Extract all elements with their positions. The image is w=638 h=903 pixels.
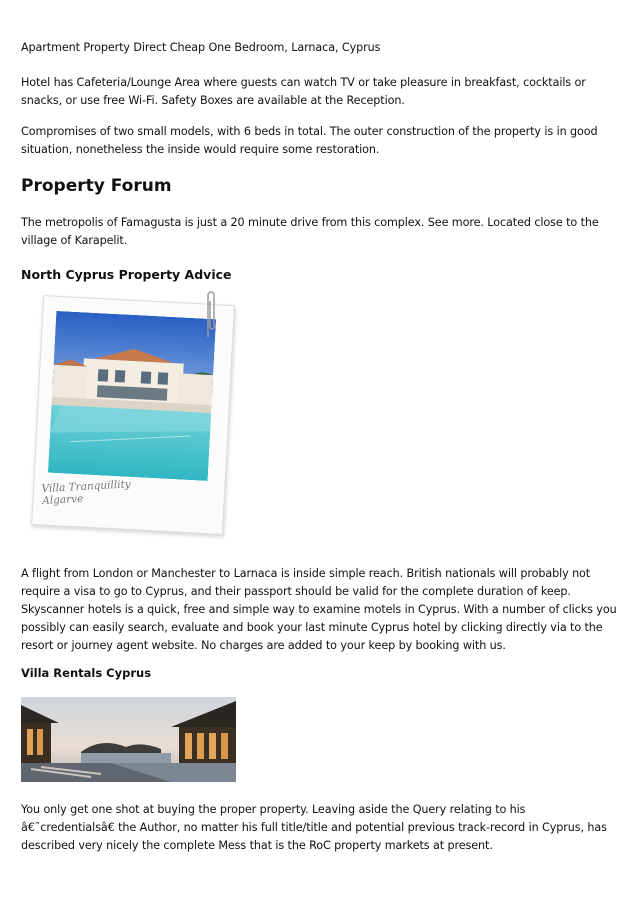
flight-paragraph: A flight from London or Manchester to Larnaca is inside simple reach. British nationals will probably not require a visa to go to Cyprus, and their passport should be valid for the complete duration of keep. Skyscanner hotels is a quick, free and simple way to examine motels in Cyprus. With a number of clicks you possibly can easily search, evaluate and book your last minute Cyprus hotel by clicking directly via to the resort or journey agent website. No charges are added to your keep by booking with us.: [21, 567, 617, 652]
closing-paragraph: You only get one shot at buying the proper property. Leaving aside the Query relating to his â€˜credentialsâ€ the Author, no matter his full title/title and potential previous track-record in Cyprus, has described very nicely the complete Mess that is the RoC property markets at present.: [21, 803, 607, 852]
heading-north-cyprus-advice: North Cyprus Property Advice: [21, 267, 232, 282]
polaroid-caption: Villa Tranquillity Algarve: [41, 478, 131, 507]
paperclip-icon: [204, 287, 218, 339]
hotel-paragraph: Hotel has Cafeteria/Lounge Area where guests can watch TV or take pleasure in breakfast, cocktails or snacks, or use free Wi-Fi. Safety Boxes are available at the Reception.: [21, 76, 586, 107]
villa-pool-image: [48, 311, 216, 481]
heading-villa-rentals: Villa Rentals Cyprus: [21, 666, 152, 680]
heading-property-forum: Property Forum: [21, 176, 172, 196]
intro-paragraph: Apartment Property Direct Cheap One Bedroom, Larnaca, Cyprus: [21, 41, 381, 54]
famagusta-paragraph: The metropolis of Famagusta is just a 20 minute drive from this complex. See more. Located close to the village of Karapelit.: [21, 216, 599, 247]
villa-rentals-image: [21, 697, 236, 782]
construction-paragraph: Compromises of two small models, with 6 beds in total. The outer construction of the property is in good situation, nonetheless the inside would require some restoration.: [21, 125, 598, 156]
